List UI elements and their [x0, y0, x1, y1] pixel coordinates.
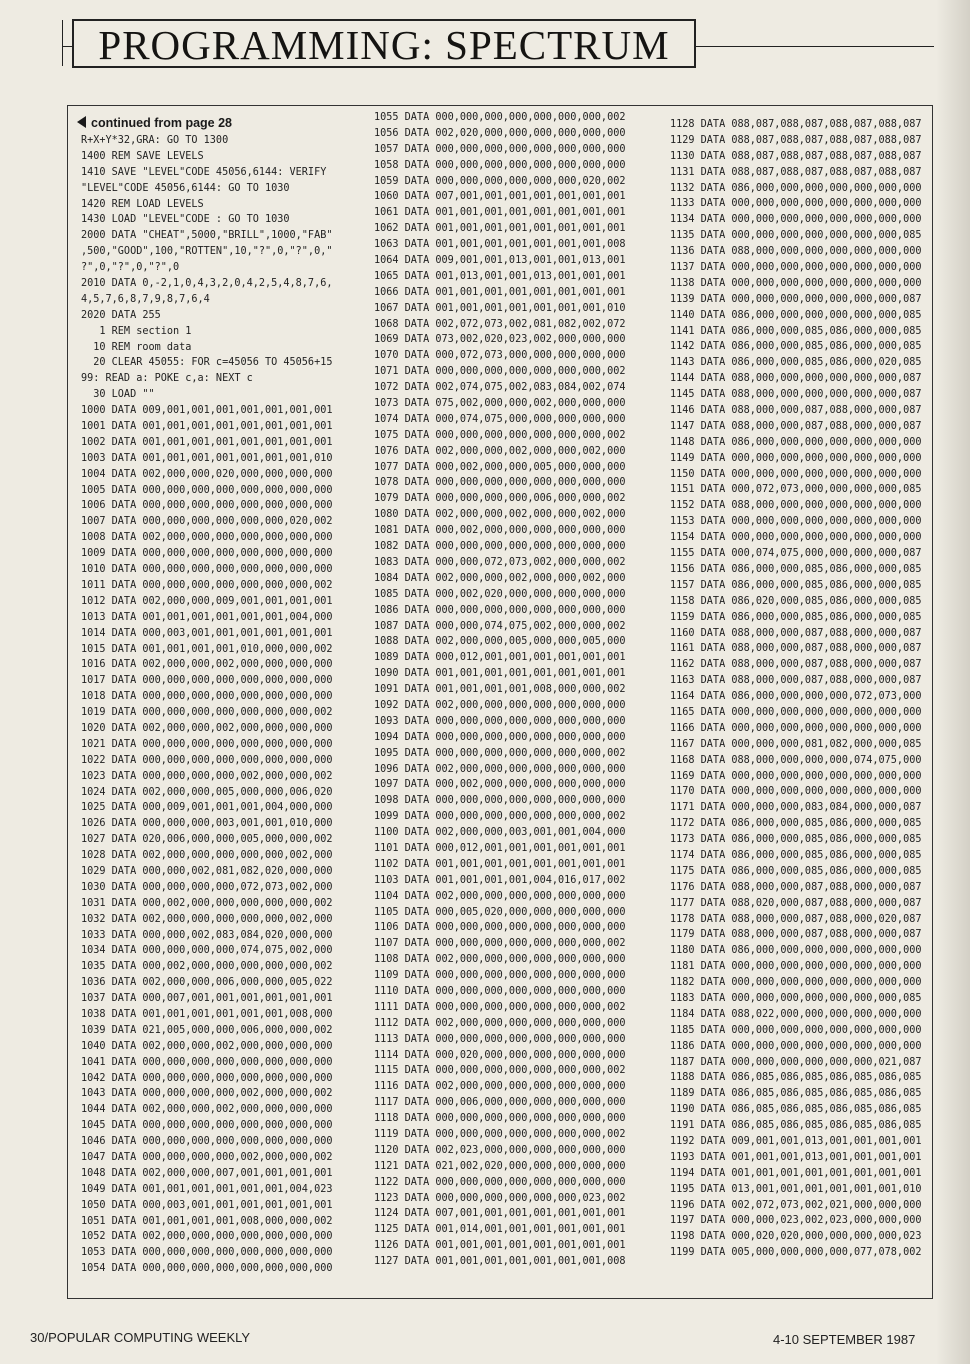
listing-line: 1139 DATA 000,000,000,000,000,000,000,087 — [670, 293, 922, 305]
listing-column-3 — [670, 117, 921, 1261]
listing-line: 1103 DATA 001,001,001,001,004,016,017,002 — [374, 874, 626, 886]
listing-line: 1090 DATA 001,001,001,001,001,001,001,001 — [374, 668, 626, 680]
listing-line: 1019 DATA 000,000,000,000,000,000,000,002 — [81, 707, 333, 719]
listing-line: 1155 DATA 000,074,075,000,000,000,000,087 — [670, 548, 922, 560]
listing-line: 1117 DATA 000,006,000,000,000,000,000,000 — [374, 1097, 626, 1109]
listing-line: 1137 DATA 000,000,000,000,000,000,000,000 — [670, 262, 922, 274]
listing-line: 1066 DATA 001,001,001,001,001,001,001,001 — [374, 286, 626, 298]
listing-line: 1118 DATA 000,000,000,000,000,000,000,000 — [374, 1113, 626, 1125]
listing-line: 1158 DATA 086,020,000,085,086,000,000,085 — [670, 595, 922, 607]
listing-line: 1182 DATA 000,000,000,000,000,000,000,000 — [670, 977, 922, 989]
listing-line: 1098 DATA 000,000,000,000,000,000,000,000 — [374, 795, 626, 807]
listing-line: 1191 DATA 086,085,086,085,086,085,086,085 — [670, 1120, 922, 1132]
listing-line: 1178 DATA 088,000,000,087,088,000,020,087 — [670, 913, 922, 925]
listing-line: 1133 DATA 000,000,000,000,000,000,000,000 — [670, 198, 922, 210]
listing-line: 1050 DATA 000,003,001,001,001,001,001,001 — [81, 1199, 333, 1211]
listing-line: 1045 DATA 000,000,000,000,000,000,000,000 — [81, 1120, 333, 1132]
listing-line: 1175 DATA 086,000,000,085,086,000,000,085 — [670, 865, 922, 877]
listing-line: 1115 DATA 000,000,000,000,000,000,000,002 — [374, 1065, 626, 1077]
listing-line: 1159 DATA 086,000,000,085,086,000,000,085 — [670, 611, 922, 623]
listing-line: 1002 DATA 001,001,001,001,001,001,001,001 — [81, 436, 333, 448]
listing-line: 1107 DATA 000,000,000,000,000,000,000,002 — [374, 938, 626, 950]
listing-line: 1011 DATA 000,000,000,000,000,000,000,002 — [81, 579, 333, 591]
listing-line: 1029 DATA 000,000,002,081,082,020,000,000 — [81, 865, 333, 877]
listing-line: 1121 DATA 021,002,020,000,000,000,000,000 — [374, 1160, 626, 1172]
listing-line: 1140 DATA 086,000,000,000,000,000,000,085 — [670, 309, 922, 321]
listing-line: 1047 DATA 000,000,000,000,002,000,000,002 — [81, 1152, 333, 1163]
listing-line: 2020 DATA 255 — [81, 309, 161, 321]
listing-line: 1059 DATA 000,000,000,000,000,000,020,002 — [374, 175, 626, 187]
listing-line: 1094 DATA 000,000,000,000,000,000,000,000 — [374, 731, 626, 743]
listing-line: 1168 DATA 088,000,000,000,000,074,075,000 — [670, 754, 922, 766]
listing-line: 1195 DATA 013,001,001,001,001,001,001,010 — [670, 1183, 922, 1195]
listing-line: 1092 DATA 002,000,000,000,000,000,000,000 — [374, 699, 626, 711]
listing-line: 1161 DATA 088,000,000,087,088,000,000,087 — [670, 643, 922, 655]
listing-line: 1163 DATA 088,000,000,087,088,000,000,087 — [670, 675, 922, 687]
listing-line: 1031 DATA 000,002,000,000,000,000,000,002 — [81, 897, 333, 909]
listing-line: 1012 DATA 002,000,000,009,001,001,001,001 — [81, 595, 333, 607]
listing-line: 1146 DATA 088,000,000,087,088,000,000,087 — [670, 405, 922, 417]
listing-line: 1013 DATA 001,001,001,001,001,001,004,000 — [81, 611, 333, 623]
listing-line: 1183 DATA 000,000,000,000,000,000,000,085 — [670, 992, 922, 1004]
listing-line: 1043 DATA 000,000,000,000,002,000,000,002 — [81, 1088, 333, 1100]
listing-line: 1400 REM SAVE LEVELS — [81, 150, 204, 162]
listing-line: 1124 DATA 007,001,001,001,001,001,001,001 — [374, 1208, 626, 1220]
listing-line: 1041 DATA 000,000,000,000,000,000,000,000 — [81, 1056, 333, 1068]
listing-line: 1148 DATA 086,000,000,000,000,000,000,000 — [670, 436, 922, 448]
listing-line: 1080 DATA 002,000,000,002,000,000,002,000 — [374, 509, 626, 521]
listing-line: 1177 DATA 088,020,000,087,088,000,000,087 — [670, 897, 922, 909]
listing-line: 1147 DATA 088,000,000,087,088,000,000,087 — [670, 420, 922, 432]
header-rule-left — [62, 20, 63, 66]
listing-line: 1006 DATA 000,000,000,000,000,000,000,000 — [81, 500, 333, 512]
listing-line: 1120 DATA 002,023,000,000,000,000,000,000 — [374, 1144, 626, 1156]
listing-line: 20 CLEAR 45055: FOR c=45056 TO 45056+15 — [81, 357, 333, 369]
listing-line: 1095 DATA 000,000,000,000,000,000,000,002 — [374, 747, 626, 759]
listing-line: 1170 DATA 000,000,000,000,000,000,000,000 — [670, 786, 922, 798]
listing-line: 1100 DATA 002,000,000,003,001,001,004,000 — [374, 827, 626, 839]
listing-line: 1039 DATA 021,005,000,000,006,000,000,002 — [81, 1024, 333, 1036]
listing-line: 1030 DATA 000,000,000,000,072,073,002,000 — [81, 881, 333, 893]
listing-line: 1001 DATA 001,001,001,001,001,001,001,001 — [81, 421, 333, 433]
listing-line: 1109 DATA 000,000,000,000,000,000,000,000 — [374, 970, 626, 982]
listing-line: 1160 DATA 088,000,000,087,088,000,000,087 — [670, 627, 922, 639]
listing-line: 1073 DATA 075,002,000,000,002,000,000,000 — [374, 398, 626, 410]
listing-line: 1072 DATA 002,074,075,002,083,084,002,074 — [374, 382, 626, 394]
listing-line: 1061 DATA 001,001,001,001,001,001,001,001 — [374, 207, 626, 219]
listing-line: 1037 DATA 000,007,001,001,001,001,001,001 — [81, 993, 333, 1005]
listing-line: 1176 DATA 088,000,000,087,088,000,000,087 — [670, 881, 922, 893]
listing-line: 1033 DATA 000,000,002,083,084,020,000,000 — [81, 929, 333, 941]
listing-line: 1119 DATA 000,000,000,000,000,000,000,002 — [374, 1129, 626, 1140]
listing-line: 1038 DATA 001,001,001,001,001,001,008,000 — [81, 1008, 333, 1020]
listing-line: 1141 DATA 086,000,000,085,086,000,000,085 — [670, 325, 922, 337]
listing-line: 1430 LOAD "LEVEL"CODE : GO TO 1030 — [81, 214, 290, 226]
listing-line: 1083 DATA 000,000,072,073,002,000,000,002 — [374, 556, 626, 568]
listing-line: 1048 DATA 002,000,000,007,001,001,001,001 — [81, 1167, 333, 1179]
listing-line: 1136 DATA 088,000,000,000,000,000,000,000 — [670, 246, 922, 258]
listing-line: 1 REM section 1 — [81, 325, 192, 337]
listing-line: 1142 DATA 086,000,000,085,086,000,000,085 — [670, 341, 922, 353]
listing-line: 1172 DATA 086,000,000,085,086,000,000,085 — [670, 818, 922, 830]
listing-line: 1022 DATA 000,000,000,000,000,000,000,000 — [81, 754, 333, 766]
listing-line: 1046 DATA 000,000,000,000,000,000,000,000 — [81, 1136, 333, 1148]
listing-line: 1049 DATA 001,001,001,001,001,001,004,023 — [81, 1183, 333, 1195]
listing-line: 1036 DATA 002,000,000,006,000,000,005,022 — [81, 977, 333, 989]
listing-line: 1113 DATA 000,000,000,000,000,000,000,000 — [374, 1033, 626, 1045]
listing-line: 1032 DATA 002,000,000,000,000,000,002,000 — [81, 913, 333, 925]
listing-line: 1166 DATA 000,000,000,000,000,000,000,000 — [670, 722, 922, 734]
listing-line: 1000 DATA 009,001,001,001,001,001,001,001 — [81, 405, 333, 417]
listing-line: 1135 DATA 000,000,000,000,000,000,000,085 — [670, 230, 922, 242]
listing-line: 99: READ a: POKE c,a: NEXT c — [81, 373, 253, 385]
listing-line: 1003 DATA 001,001,001,001,001,001,001,010 — [81, 452, 333, 464]
listing-line: 1074 DATA 000,074,075,000,000,000,000,000 — [374, 413, 626, 425]
listing-line: 1149 DATA 000,000,000,000,000,000,000,000 — [670, 452, 922, 464]
listing-line: 1126 DATA 001,001,001,001,001,001,001,001 — [374, 1240, 626, 1252]
listing-line: 1152 DATA 088,000,000,000,000,000,000,000 — [670, 500, 922, 512]
listing-line: 1060 DATA 007,001,001,001,001,001,001,001 — [374, 191, 626, 203]
listing-line: 1075 DATA 000,000,000,000,000,000,000,002 — [374, 429, 626, 441]
listing-line: 1093 DATA 000,000,000,000,000,000,000,000 — [374, 715, 626, 727]
listing-line: 1193 DATA 001,001,001,013,001,001,001,001 — [670, 1151, 922, 1163]
listing-line: 1057 DATA 000,000,000,000,000,000,000,000 — [374, 143, 626, 155]
listing-line: 1123 DATA 000,000,000,000,000,000,023,002 — [374, 1192, 626, 1204]
listing-line: 1180 DATA 086,000,000,000,000,000,000,000 — [670, 945, 922, 957]
listing-line: 1089 DATA 000,012,001,001,001,001,001,001 — [374, 652, 626, 664]
listing-line: 1165 DATA 000,000,000,000,000,000,000,000 — [670, 706, 922, 718]
listing-line: 1096 DATA 002,000,000,000,000,000,000,000 — [374, 763, 626, 775]
listing-line: 1076 DATA 002,000,000,002,000,000,002,000 — [374, 445, 626, 457]
listing-line: 1128 DATA 088,087,088,087,088,087,088,087 — [670, 119, 922, 130]
listing-line: 1069 DATA 073,002,020,023,002,000,000,000 — [374, 334, 626, 346]
listing-line: 1034 DATA 000,000,000,000,074,075,002,000 — [81, 945, 333, 957]
listing-line: 1091 DATA 001,001,001,001,008,000,000,002 — [374, 684, 626, 696]
listing-line: 1196 DATA 002,072,073,002,021,000,000,000 — [670, 1199, 922, 1211]
arrow-left-icon — [77, 116, 86, 128]
listing-line: 2010 DATA 0,-2,1,0,4,3,2,0,4,2,5,4,8,7,6, — [81, 278, 333, 290]
listing-line: 1101 DATA 000,012,001,001,001,001,001,001 — [374, 842, 626, 854]
listing-line: 1071 DATA 000,000,000,000,000,000,000,002 — [374, 366, 626, 378]
listing-line: 1008 DATA 002,000,000,000,000,000,000,000 — [81, 532, 333, 544]
listing-line: 1088 DATA 002,000,000,005,000,000,005,000 — [374, 636, 626, 648]
listing-line: 1162 DATA 088,000,000,087,088,000,000,087 — [670, 659, 922, 671]
page-title: PROGRAMMING: SPECTRUM — [98, 22, 670, 68]
listing-line: 1086 DATA 000,000,000,000,000,000,000,000 — [374, 604, 626, 616]
listing-line: 1027 DATA 020,006,000,000,005,000,000,002 — [81, 834, 333, 846]
footer-date: 4-10 SEPTEMBER 1987 — [773, 1332, 916, 1347]
listing-line: 30 LOAD "" — [81, 389, 155, 401]
listing-line: 1005 DATA 000,000,000,000,000,000,000,000 — [81, 484, 333, 496]
listing-line: 1138 DATA 000,000,000,000,000,000,000,000 — [670, 277, 922, 289]
listing-line: 1040 DATA 002,000,000,002,000,000,000,000 — [81, 1040, 333, 1052]
listing-line: 1058 DATA 000,000,000,000,000,000,000,000 — [374, 159, 626, 171]
listing-line: 1199 DATA 005,000,000,000,000,077,078,002 — [670, 1247, 922, 1259]
listing-line: 1081 DATA 000,002,000,000,000,000,000,000 — [374, 525, 626, 537]
listing-line: 1017 DATA 000,000,000,000,000,000,000,000 — [81, 675, 333, 687]
listing-line: 1129 DATA 088,087,088,087,088,087,088,087 — [670, 134, 922, 146]
listing-line: 1067 DATA 001,001,001,001,001,001,001,010 — [374, 302, 626, 314]
listing-line: 1132 DATA 086,000,000,000,000,000,000,000 — [670, 182, 922, 194]
listing-line: 1068 DATA 002,072,073,002,081,082,002,072 — [374, 318, 626, 330]
listing-line: 1016 DATA 002,000,000,002,000,000,000,000 — [81, 659, 333, 671]
listing-line: 1188 DATA 086,085,086,085,086,085,086,085 — [670, 1072, 922, 1084]
listing-line: 1153 DATA 000,000,000,000,000,000,000,000 — [670, 516, 922, 528]
listing-line: 1190 DATA 086,085,086,085,086,085,086,085 — [670, 1104, 922, 1116]
listing-line: ?",0,"?",0,"?",0 — [81, 262, 180, 274]
listing-line: 1105 DATA 000,005,020,000,000,000,000,000 — [374, 906, 626, 918]
listing-line: 1084 DATA 002,000,000,002,000,000,002,000 — [374, 572, 626, 584]
listing-line: 1085 DATA 000,002,020,000,000,000,000,000 — [374, 588, 626, 600]
listing-line: 1185 DATA 000,000,000,000,000,000,000,000 — [670, 1024, 922, 1036]
listing-line: 1018 DATA 000,000,000,000,000,000,000,000 — [81, 691, 333, 703]
listing-line: 1127 DATA 001,001,001,001,001,001,001,008 — [374, 1256, 626, 1268]
listing-line: 1025 DATA 000,009,001,001,001,004,000,000 — [81, 802, 333, 814]
listing-line: 1181 DATA 000,000,000,000,000,000,000,000 — [670, 961, 922, 973]
listing-line: 1171 DATA 000,000,000,083,084,000,000,087 — [670, 802, 922, 814]
listing-line: 1125 DATA 001,014,001,001,001,001,001,001 — [374, 1224, 626, 1236]
listing-column-2 — [374, 110, 625, 1270]
listing-line: 1014 DATA 000,003,001,001,001,001,001,001 — [81, 627, 333, 639]
listing-line: 1143 DATA 086,000,000,085,086,000,020,085 — [670, 357, 922, 369]
listing-line: "LEVEL"CODE 45056,6144: GO TO 1030 — [81, 182, 290, 194]
listing-line: 1044 DATA 002,000,000,002,000,000,000,000 — [81, 1104, 333, 1116]
listing-line: 1055 DATA 000,000,000,000,000,000,000,002 — [374, 112, 626, 123]
listing-line: 1023 DATA 000,000,000,000,002,000,000,002 — [81, 770, 333, 782]
listing-line: 1111 DATA 000,000,000,000,000,000,000,002 — [374, 1001, 626, 1013]
listing-line: 1007 DATA 000,000,000,000,000,000,020,002 — [81, 516, 333, 528]
listing-line: 1065 DATA 001,013,001,001,013,001,001,001 — [374, 270, 626, 282]
listing-line: 1194 DATA 001,001,001,001,001,001,001,001 — [670, 1167, 922, 1179]
listing-line: 1082 DATA 000,000,000,000,000,000,000,000 — [374, 541, 626, 553]
listing-line: 1154 DATA 000,000,000,000,000,000,000,000 — [670, 532, 922, 544]
listing-line: 2000 DATA "CHEAT",5000,"BRILL",1000,"FAB" — [81, 230, 333, 242]
listing-line: 1042 DATA 000,000,000,000,000,000,000,000 — [81, 1072, 333, 1084]
listing-line: 1106 DATA 000,000,000,000,000,000,000,000 — [374, 922, 626, 934]
listing-line: 1021 DATA 000,000,000,000,000,000,000,000 — [81, 738, 333, 750]
listing-line: 1116 DATA 002,000,000,000,000,000,000,000 — [374, 1081, 626, 1093]
listing-line: 1054 DATA 000,000,000,000,000,000,000,000 — [81, 1263, 333, 1275]
listing-line: 1186 DATA 000,000,000,000,000,000,000,000 — [670, 1040, 922, 1052]
listing-line: 1112 DATA 002,000,000,000,000,000,000,000 — [374, 1017, 626, 1029]
listing-line: 1197 DATA 000,000,023,002,023,000,000,000 — [670, 1215, 922, 1227]
listing-line: 1114 DATA 000,020,000,000,000,000,000,000 — [374, 1049, 626, 1061]
listing-line: 1169 DATA 000,000,000,000,000,000,000,000 — [670, 770, 922, 782]
listing-line: 1087 DATA 000,000,074,075,002,000,000,002 — [374, 620, 626, 632]
listing-line: 1099 DATA 000,000,000,000,000,000,000,002 — [374, 811, 626, 823]
listing-line: 1130 DATA 088,087,088,087,088,087,088,087 — [670, 150, 922, 162]
listing-line: 1028 DATA 002,000,000,000,000,000,002,000 — [81, 850, 333, 862]
listing-line: 1151 DATA 000,072,073,000,000,000,000,085 — [670, 484, 922, 496]
listing-line: 1156 DATA 086,000,000,085,086,000,000,085 — [670, 563, 922, 575]
listing-line: 1097 DATA 000,002,000,000,000,000,000,000 — [374, 779, 626, 791]
listing-line: 1131 DATA 088,087,088,087,088,087,088,087 — [670, 166, 922, 178]
listing-line: 1026 DATA 000,000,000,003,001,001,010,000 — [81, 818, 333, 830]
listing-line: 1174 DATA 086,000,000,085,086,000,000,085 — [670, 849, 922, 861]
listing-line: 1056 DATA 002,020,000,000,000,000,000,000 — [374, 127, 626, 139]
listing-line: 1070 DATA 000,072,073,000,000,000,000,000 — [374, 350, 626, 362]
listing-line: ,500,"GOOD",100,"ROTTEN",10,"?",0,"?",0," — [81, 246, 333, 258]
listing-line: 1179 DATA 088,000,000,087,088,000,000,087 — [670, 929, 922, 941]
page-edge-shadow — [936, 0, 970, 1364]
listing-line: 1063 DATA 001,001,001,001,001,001,001,008 — [374, 239, 626, 251]
listing-line: 1184 DATA 088,022,000,000,000,000,000,000 — [670, 1008, 922, 1020]
listing-line: 1078 DATA 000,000,000,000,000,000,000,000 — [374, 477, 626, 489]
listing-line: 1035 DATA 000,002,000,000,000,000,000,002 — [81, 961, 333, 973]
listing-line: 1134 DATA 000,000,000,000,000,000,000,000 — [670, 214, 922, 226]
listing-line: R+X+Y*32,GRA: GO TO 1300 — [81, 135, 229, 146]
listing-line: 1198 DATA 000,020,020,000,000,000,000,023 — [670, 1231, 922, 1243]
listing-line: 1010 DATA 000,000,000,000,000,000,000,000 — [81, 564, 333, 576]
listing-line: 10 REM room data — [81, 341, 192, 353]
listing-line: 4,5,7,6,8,7,9,8,7,6,4 — [81, 293, 210, 305]
listing-line: 1189 DATA 086,085,086,085,086,085,086,085 — [670, 1088, 922, 1100]
listing-line: 1102 DATA 001,001,001,001,001,001,001,001 — [374, 858, 626, 870]
listing-line: 1110 DATA 000,000,000,000,000,000,000,000 — [374, 985, 626, 997]
listing-line: 1051 DATA 001,001,001,001,008,000,000,002 — [81, 1215, 333, 1227]
listing-line: 1062 DATA 001,001,001,001,001,001,001,001 — [374, 223, 626, 235]
listing-line: 1420 REM LOAD LEVELS — [81, 198, 204, 210]
listing-line: 1410 SAVE "LEVEL"CODE 45056,6144: VERIFY — [81, 166, 327, 178]
listing-line: 1192 DATA 009,001,001,013,001,001,001,001 — [670, 1136, 922, 1147]
listing-line: 1064 DATA 009,001,001,013,001,001,013,001 — [374, 255, 626, 267]
listing-line: 1052 DATA 002,000,000,000,000,000,000,000 — [81, 1231, 333, 1243]
listing-line: 1104 DATA 002,000,000,000,000,000,000,000 — [374, 890, 626, 902]
listing-line: 1187 DATA 000,000,000,000,000,000,021,087 — [670, 1056, 922, 1068]
title-box — [72, 19, 696, 68]
listing-line: 1024 DATA 002,000,000,005,000,000,006,020 — [81, 786, 333, 798]
continued-note — [77, 115, 232, 131]
listing-line: 1150 DATA 000,000,000,000,000,000,000,000 — [670, 468, 922, 480]
listing-line: 1122 DATA 000,000,000,000,000,000,000,000 — [374, 1176, 626, 1188]
listing-line: 1144 DATA 088,000,000,000,000,000,000,087 — [670, 373, 922, 385]
footer-page-info: 30/POPULAR COMPUTING WEEKLY — [30, 1330, 251, 1345]
listing-line: 1004 DATA 002,000,000,020,000,000,000,000 — [81, 468, 333, 480]
listing-line: 1009 DATA 000,000,000,000,000,000,000,000 — [81, 548, 333, 560]
listing-line: 1077 DATA 000,002,000,000,005,000,000,000 — [374, 461, 626, 473]
listing-line: 1164 DATA 086,000,000,000,000,072,073,000 — [670, 691, 922, 703]
listing-line: 1108 DATA 002,000,000,000,000,000,000,000 — [374, 954, 626, 966]
listing-line: 1053 DATA 000,000,000,000,000,000,000,000 — [81, 1247, 333, 1259]
listing-line: 1020 DATA 002,000,000,002,000,000,000,000 — [81, 722, 333, 734]
listing-line: 1167 DATA 000,000,000,081,082,000,000,085 — [670, 738, 922, 750]
listing-line: 1015 DATA 001,001,001,001,010,000,000,002 — [81, 643, 333, 655]
listing-column-1 — [81, 133, 332, 1277]
listing-line: 1173 DATA 086,000,000,085,086,000,000,085 — [670, 834, 922, 846]
continued-text: continued from page 28 — [91, 116, 232, 130]
listing-line: 1157 DATA 086,000,000,085,086,000,000,085 — [670, 579, 922, 591]
listing-line: 1145 DATA 088,000,000,000,000,000,000,087 — [670, 389, 922, 401]
listing-line: 1079 DATA 000,000,000,000,006,000,000,002 — [374, 493, 626, 505]
